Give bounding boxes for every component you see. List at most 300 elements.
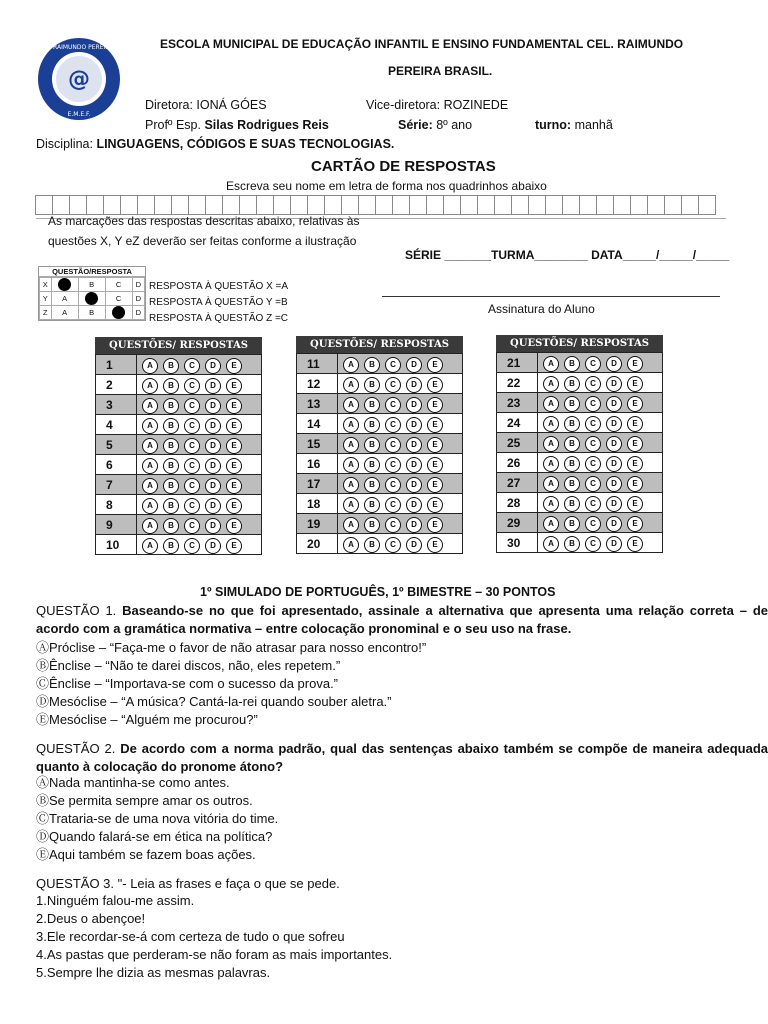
name-letter-box[interactable] [137, 195, 155, 215]
discipline-value: LINGUAGENS, CÓDIGOS E SUAS TECNOLOGIAS. [96, 137, 395, 151]
illustration-question: Y [40, 292, 52, 306]
answer-table [296, 353, 463, 554]
answer-bubble[interactable]: A [142, 418, 158, 434]
answer-bubble[interactable]: B [364, 397, 380, 413]
answer-bubble[interactable]: C [184, 398, 200, 414]
answer-bubble[interactable]: A [142, 538, 158, 554]
answer-bubble[interactable]: A [543, 476, 559, 492]
answer-option: ⒷÊnclise – “Não te darei discos, não, eles repetem.” [36, 658, 341, 673]
answer-bubble[interactable]: B [163, 438, 179, 454]
answer-bubble[interactable]: B [564, 536, 580, 552]
name-boxes[interactable] [35, 195, 715, 215]
answer-bubble[interactable]: E [226, 398, 242, 414]
answer-bubble[interactable]: C [385, 477, 401, 493]
answer-options [538, 533, 663, 553]
answer-bubble[interactable]: E [627, 376, 643, 392]
answer-table [95, 354, 262, 555]
answer-bubble[interactable]: C [385, 537, 401, 553]
answer-bubble[interactable]: D [406, 537, 422, 553]
illustration-letter: D [132, 278, 144, 292]
answer-bubble[interactable]: C [385, 437, 401, 453]
answer-options [538, 413, 663, 433]
answer-option: ⒺMesóclise – “Alguém me procurou?” [36, 712, 258, 727]
answer-bubble[interactable]: E [427, 417, 443, 433]
name-letter-box[interactable] [477, 195, 495, 215]
name-letter-box[interactable] [579, 195, 597, 215]
answer-bubble[interactable]: A [543, 416, 559, 432]
instruction-line1: As marcações das respostas descritas abaixo, relativas às [48, 214, 360, 228]
answer-bubble[interactable]: A [142, 438, 158, 454]
answer-bubble[interactable]: C [184, 538, 200, 554]
answer-block-3 [496, 335, 663, 553]
answer-bubble[interactable]: B [564, 376, 580, 392]
answer-bubble[interactable]: A [343, 377, 359, 393]
answer-bubble[interactable]: D [205, 518, 221, 534]
answer-options [338, 514, 463, 534]
answer-bubble[interactable]: A [142, 518, 158, 534]
answer-bubble[interactable]: E [427, 457, 443, 473]
question-number: 5 [96, 435, 137, 455]
name-letter-box[interactable] [86, 195, 104, 215]
question-1-options [36, 639, 426, 729]
answer-bubble[interactable]: E [226, 478, 242, 494]
answer-bubble[interactable]: E [226, 438, 242, 454]
name-letter-box[interactable] [664, 195, 682, 215]
answer-bubble[interactable]: C [585, 356, 601, 372]
answer-row [297, 394, 463, 414]
answer-options [338, 374, 463, 394]
answer-bubble[interactable]: E [226, 498, 242, 514]
answer-bubble[interactable]: D [205, 418, 221, 434]
answer-options [338, 534, 463, 554]
name-letter-box[interactable] [443, 195, 461, 215]
answer-bubble[interactable]: A [142, 378, 158, 394]
answer-bubble[interactable]: C [184, 438, 200, 454]
question-number: 24 [497, 413, 538, 433]
answer-bubble[interactable]: D [606, 396, 622, 412]
name-letter-box[interactable] [647, 195, 665, 215]
illustration-letter: C [105, 292, 132, 306]
answer-row [497, 473, 663, 493]
sentence-item: 3.Ele recordar-se-á com certeza de tudo o que sofreu [36, 929, 345, 944]
answer-options [137, 355, 262, 375]
answer-bubble[interactable]: D [406, 457, 422, 473]
answer-bubble[interactable]: D [606, 456, 622, 472]
name-letter-box[interactable] [171, 195, 189, 215]
answer-options [338, 474, 463, 494]
question-2-text: De acordo com a norma padrão, qual das sentenças abaixo também se compõe de maneira adequada quanto à colocação do pronome átono? [36, 741, 768, 774]
answer-bubble[interactable]: E [427, 437, 443, 453]
answer-bubble[interactable]: C [184, 478, 200, 494]
name-letter-box[interactable] [528, 195, 546, 215]
answer-option: ⒶNada mantinha-se como antes. [36, 775, 230, 790]
answer-bubble[interactable]: E [627, 456, 643, 472]
answer-bubble[interactable]: C [585, 476, 601, 492]
answer-bubble[interactable]: B [364, 537, 380, 553]
answer-bubble[interactable]: D [406, 437, 422, 453]
answer-block-1 [95, 337, 262, 555]
class-date-line: SÉRIE _______TURMA________ DATA_____/_____/_____ [405, 248, 730, 262]
answer-options [137, 515, 262, 535]
answer-row [96, 475, 262, 495]
name-letter-box[interactable] [613, 195, 631, 215]
answer-bubble[interactable]: B [163, 398, 179, 414]
answer-bubble[interactable]: D [406, 397, 422, 413]
answer-bubble[interactable]: E [226, 538, 242, 554]
question-number: 26 [497, 453, 538, 473]
answer-bubble[interactable]: C [385, 517, 401, 533]
answer-options [538, 353, 663, 373]
name-letter-box[interactable] [188, 195, 206, 215]
answer-bubble[interactable]: E [226, 458, 242, 474]
answer-bubble[interactable]: D [205, 398, 221, 414]
answer-bubble[interactable]: D [606, 476, 622, 492]
answer-row [96, 415, 262, 435]
teacher [145, 118, 329, 132]
answer-bubble[interactable]: D [606, 376, 622, 392]
answer-options [338, 394, 463, 414]
answer-bubble[interactable]: D [205, 438, 221, 454]
name-letter-box[interactable] [562, 195, 580, 215]
name-letter-box[interactable] [273, 195, 291, 215]
answer-row [96, 515, 262, 535]
answer-bubble[interactable]: B [564, 436, 580, 452]
name-letter-box[interactable] [409, 195, 427, 215]
question-number: 14 [297, 414, 338, 434]
answer-bubble[interactable]: D [606, 436, 622, 452]
answer-bubble[interactable]: B [364, 417, 380, 433]
name-letter-box[interactable] [35, 195, 53, 215]
question-number: 15 [297, 434, 338, 454]
illustration-table [39, 277, 145, 320]
name-letter-box[interactable] [324, 195, 342, 215]
illustration-mark-cell [78, 292, 105, 306]
sentence-item: 5.Sempre lhe dizia as mesmas palavras. [36, 965, 271, 980]
answer-bubble[interactable]: D [606, 496, 622, 512]
example-z: RESPOSTA À QUESTÃO Z =C [149, 313, 289, 324]
answer-bubble[interactable]: C [585, 536, 601, 552]
discipline-label: Disciplina: [36, 137, 97, 151]
answer-row [297, 434, 463, 454]
answer-option: ⒹQuando falará-se em ética na política? [36, 829, 273, 844]
answer-row [96, 535, 262, 555]
answer-bubble[interactable]: E [427, 497, 443, 513]
answer-bubble[interactable]: C [585, 416, 601, 432]
signature-line [382, 296, 720, 297]
answer-row [297, 514, 463, 534]
card-subtitle: Escreva seu nome em letra de forma nos quadrinhos abaixo [226, 179, 547, 193]
answer-bubble[interactable]: D [205, 498, 221, 514]
answer-bubble[interactable]: C [585, 376, 601, 392]
name-letter-box[interactable] [52, 195, 70, 215]
sentence-item: 4.As pastas que perderam-se não foram as mais importantes. [36, 947, 393, 962]
answer-block-header: QUESTÕES/ RESPOSTAS [296, 336, 463, 353]
answer-bubble[interactable]: E [627, 416, 643, 432]
illustration-letter: B [78, 306, 105, 320]
answer-bubble[interactable]: A [343, 397, 359, 413]
discipline [36, 137, 394, 151]
name-letter-box[interactable] [103, 195, 121, 215]
name-letter-box[interactable] [307, 195, 325, 215]
answer-bubble[interactable]: D [406, 517, 422, 533]
answer-row [497, 353, 663, 373]
answer-options [137, 375, 262, 395]
example-y: RESPOSTA À QUESTÃO Y =B [149, 297, 288, 308]
answer-bubble[interactable]: A [142, 398, 158, 414]
answer-bubble[interactable]: B [364, 457, 380, 473]
answer-bubble[interactable]: E [627, 396, 643, 412]
signature-label: Assinatura do Aluno [488, 302, 595, 316]
answer-option: ⒷSe permita sempre amar os outros. [36, 793, 253, 808]
answer-bubble[interactable]: E [427, 477, 443, 493]
answer-bubble[interactable]: A [343, 517, 359, 533]
illustration-letter: A [51, 306, 78, 320]
name-letter-box[interactable] [375, 195, 393, 215]
answer-bubble[interactable]: C [585, 436, 601, 452]
question-2 [36, 740, 768, 776]
answer-row [96, 435, 262, 455]
answer-bubble[interactable]: A [343, 417, 359, 433]
answer-bubble[interactable]: A [343, 357, 359, 373]
answer-bubble[interactable]: B [163, 478, 179, 494]
answer-bubble[interactable]: C [184, 498, 200, 514]
question-number: 18 [297, 494, 338, 514]
name-letter-box[interactable] [290, 195, 308, 215]
marking-illustration [38, 266, 146, 321]
svg-text:@: @ [68, 67, 90, 92]
answer-bubble[interactable]: B [364, 357, 380, 373]
answer-bubble[interactable]: E [627, 476, 643, 492]
example-x: RESPOSTA À QUESTÃO X =A [149, 281, 289, 292]
answer-bubble[interactable]: B [364, 437, 380, 453]
answer-bubble[interactable]: D [205, 458, 221, 474]
answer-options [538, 513, 663, 533]
name-letter-box[interactable] [341, 195, 359, 215]
teacher-name: Silas Rodrigues Reis [204, 118, 329, 132]
name-letter-box[interactable] [511, 195, 529, 215]
answer-bubble[interactable]: B [163, 518, 179, 534]
answer-bubble[interactable]: B [564, 516, 580, 532]
answer-bubble[interactable]: D [406, 357, 422, 373]
answer-bubble[interactable]: B [163, 458, 179, 474]
answer-bubble[interactable]: B [564, 356, 580, 372]
sentence-item: 1.Ninguém falou-me assim. [36, 893, 195, 908]
answer-bubble[interactable]: A [543, 436, 559, 452]
answer-bubble[interactable]: B [364, 517, 380, 533]
sentence-item: 2.Deus o abençoe! [36, 911, 146, 926]
answer-bubble[interactable]: C [385, 397, 401, 413]
answer-bubble[interactable]: E [226, 518, 242, 534]
answer-bubble[interactable]: B [564, 416, 580, 432]
answer-bubble[interactable]: D [606, 416, 622, 432]
answer-option: ⒸÊnclise – “Importava-se com o sucesso da prova.” [36, 676, 339, 691]
answer-bubble[interactable]: D [406, 417, 422, 433]
answer-bubble[interactable]: B [564, 496, 580, 512]
answer-bubble[interactable]: B [364, 497, 380, 513]
answer-bubble[interactable]: E [427, 377, 443, 393]
answer-bubble[interactable]: B [163, 378, 179, 394]
answer-row [297, 354, 463, 374]
answer-bubble[interactable]: C [585, 456, 601, 472]
illustration-header: QUESTÃO/RESPOSTA [39, 267, 145, 277]
question-3-items [36, 892, 392, 982]
question-number: 30 [497, 533, 538, 553]
answer-bubble[interactable]: A [543, 516, 559, 532]
illustration-row [40, 278, 145, 292]
answer-bubble[interactable]: A [142, 458, 158, 474]
teacher-label: Profº Esp. [145, 118, 205, 132]
answer-bubble[interactable]: C [385, 377, 401, 393]
answer-bubble[interactable]: B [163, 538, 179, 554]
name-letter-box[interactable] [154, 195, 172, 215]
question-number: 8 [96, 495, 137, 515]
question-number: 23 [497, 393, 538, 413]
answer-bubble[interactable]: E [627, 496, 643, 512]
answer-bubble[interactable]: B [163, 418, 179, 434]
name-letter-box[interactable] [392, 195, 410, 215]
answer-bubble[interactable]: A [543, 496, 559, 512]
answer-bubble[interactable]: C [385, 497, 401, 513]
answer-bubble[interactable]: E [627, 516, 643, 532]
answer-row [297, 474, 463, 494]
answer-bubble[interactable]: A [343, 537, 359, 553]
answer-bubble[interactable]: E [427, 357, 443, 373]
answer-bubble[interactable]: A [343, 477, 359, 493]
answer-bubble[interactable]: B [364, 377, 380, 393]
illustration-letter: D [132, 306, 144, 320]
answer-bubble[interactable]: C [585, 396, 601, 412]
logo-ring-text: CORONEL RAIMUNDO PEREIRA BRASIL [21, 44, 137, 51]
answer-bubble[interactable]: E [627, 436, 643, 452]
answer-row [96, 355, 262, 375]
name-letter-box[interactable] [494, 195, 512, 215]
answer-bubble[interactable]: E [427, 537, 443, 553]
answer-row [497, 413, 663, 433]
answer-bubble[interactable]: A [142, 358, 158, 374]
answer-bubble[interactable]: E [627, 536, 643, 552]
answer-bubble[interactable]: E [627, 356, 643, 372]
name-letter-box[interactable] [460, 195, 478, 215]
name-letter-box[interactable] [222, 195, 240, 215]
answer-bubble[interactable]: B [564, 476, 580, 492]
illustration-letter: B [78, 278, 105, 292]
answer-bubble[interactable]: D [205, 358, 221, 374]
answer-option: ⒺAqui também se fazem boas ações. [36, 847, 256, 862]
answer-bubble[interactable]: A [543, 376, 559, 392]
question-1-label: QUESTÃO 1. [36, 603, 123, 618]
answer-bubble[interactable]: D [406, 497, 422, 513]
name-letter-box[interactable] [256, 195, 274, 215]
answer-bubble[interactable]: A [543, 456, 559, 472]
answer-bubble[interactable]: C [385, 417, 401, 433]
illustration-mark-cell [105, 306, 132, 320]
answer-bubble[interactable]: C [184, 418, 200, 434]
answer-row [297, 454, 463, 474]
answer-bubble[interactable]: D [606, 356, 622, 372]
name-letter-box[interactable] [205, 195, 223, 215]
answer-row [297, 374, 463, 394]
answer-bubble[interactable]: D [205, 478, 221, 494]
answer-bubble[interactable]: D [205, 538, 221, 554]
answer-options [538, 453, 663, 473]
answer-bubble[interactable]: C [184, 378, 200, 394]
answer-bubble[interactable]: C [184, 358, 200, 374]
question-number: 27 [497, 473, 538, 493]
question-number: 16 [297, 454, 338, 474]
question-number: 22 [497, 373, 538, 393]
answer-row [497, 493, 663, 513]
illustration-letter: A [51, 292, 78, 306]
answer-bubble[interactable]: D [406, 377, 422, 393]
answer-bubble[interactable]: B [163, 358, 179, 374]
question-number: 4 [96, 415, 137, 435]
name-letter-box[interactable] [545, 195, 563, 215]
answer-bubble[interactable]: A [543, 536, 559, 552]
answer-bubble[interactable]: B [564, 396, 580, 412]
answer-bubble[interactable]: B [564, 456, 580, 472]
answer-bubble[interactable]: E [226, 418, 242, 434]
answer-bubble[interactable]: C [585, 516, 601, 532]
answer-bubble[interactable]: A [142, 498, 158, 514]
answer-bubble[interactable]: C [385, 457, 401, 473]
name-letter-box[interactable] [358, 195, 376, 215]
answer-row [297, 534, 463, 554]
question-3-text: "- Leia as frases e faça o que se pede. [117, 876, 340, 891]
answer-bubble[interactable]: E [226, 378, 242, 394]
answer-options [338, 414, 463, 434]
answer-bubble[interactable]: A [343, 437, 359, 453]
name-letter-box[interactable] [596, 195, 614, 215]
answer-bubble[interactable]: D [606, 536, 622, 552]
illustration-letter: D [132, 292, 144, 306]
question-3 [36, 875, 340, 893]
answer-bubble[interactable]: E [427, 517, 443, 533]
answer-options [338, 454, 463, 474]
answer-bubble[interactable]: A [142, 478, 158, 494]
answer-bubble[interactable]: A [543, 396, 559, 412]
name-letter-box[interactable] [239, 195, 257, 215]
card-title: CARTÃO DE RESPOSTAS [311, 158, 496, 175]
answer-bubble[interactable]: A [343, 457, 359, 473]
name-letter-box[interactable] [120, 195, 138, 215]
answer-bubble[interactable]: D [606, 516, 622, 532]
answer-bubble[interactable]: B [163, 498, 179, 514]
answer-row [297, 494, 463, 514]
name-letter-box[interactable] [698, 195, 716, 215]
answer-bubble[interactable]: C [585, 496, 601, 512]
answer-bubble[interactable]: A [343, 497, 359, 513]
answer-bubble[interactable]: C [385, 357, 401, 373]
answer-row [497, 393, 663, 413]
answer-bubble[interactable]: A [543, 356, 559, 372]
name-letter-box[interactable] [630, 195, 648, 215]
answer-bubble[interactable]: D [406, 477, 422, 493]
answer-bubble[interactable]: C [184, 458, 200, 474]
question-number: 7 [96, 475, 137, 495]
name-letter-box[interactable] [681, 195, 699, 215]
answer-options [538, 373, 663, 393]
question-1 [36, 602, 768, 638]
name-letter-box[interactable] [426, 195, 444, 215]
answer-bubble[interactable]: E [226, 358, 242, 374]
name-letter-box[interactable] [69, 195, 87, 215]
answer-bubble[interactable]: B [364, 477, 380, 493]
answer-bubble[interactable]: E [427, 397, 443, 413]
answer-bubble[interactable]: C [184, 518, 200, 534]
answer-bubble[interactable]: D [205, 378, 221, 394]
answer-row [497, 453, 663, 473]
question-number: 1 [96, 355, 137, 375]
